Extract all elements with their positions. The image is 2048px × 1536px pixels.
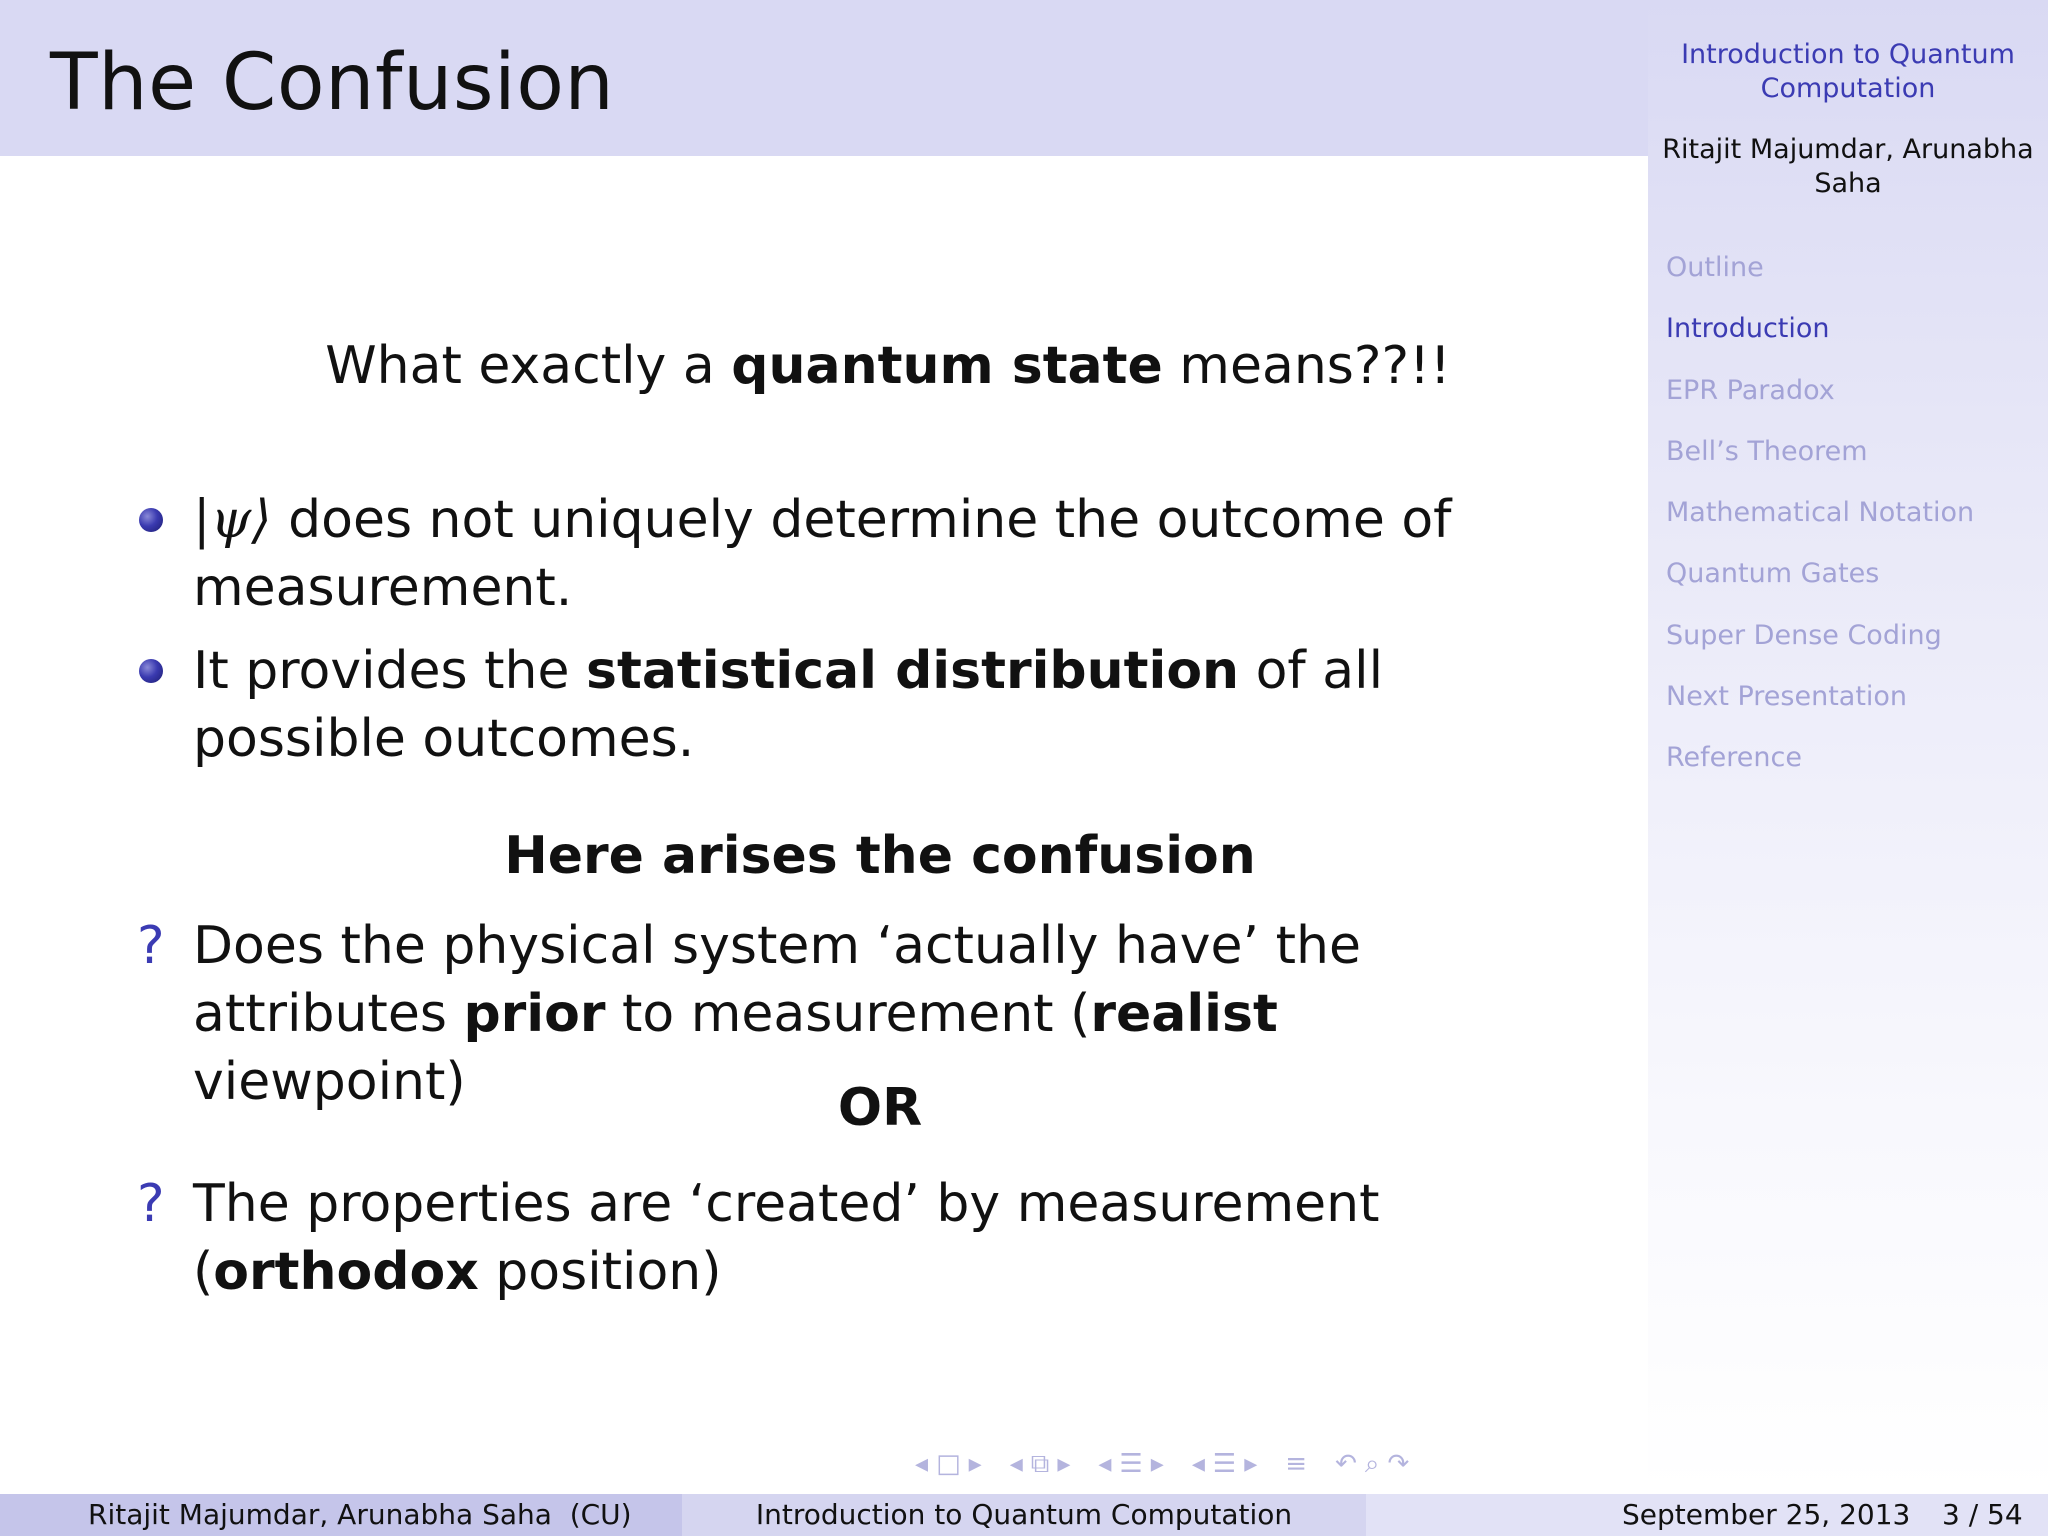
nav-subsection-icon[interactable]: ☰ <box>1119 1449 1143 1479</box>
question-item-text: The properties are ‘created’ by measurement ( <box>193 1174 1380 1302</box>
nav-section-icon[interactable]: ☰ <box>1212 1449 1237 1479</box>
nav-frame-icon[interactable]: ⧉ <box>1030 1448 1050 1479</box>
question-item-text: to measurement ( <box>605 984 1091 1044</box>
bullet-item <box>193 637 1493 773</box>
nav-toc-icon[interactable]: ≡ <box>1285 1449 1308 1479</box>
question-item-text: Does the physical system ‘actually have’ the attributes <box>193 916 1361 1044</box>
slide-title: The Confusion <box>50 38 615 128</box>
question-text-end: means??!! <box>1162 336 1451 396</box>
nav-prev-slide-icon[interactable]: ◂ <box>915 1449 929 1479</box>
nav-prev-subsection-icon[interactable]: ◂ <box>1098 1449 1112 1479</box>
bullet-bold: statistical distribution <box>586 641 1240 701</box>
footer-authors: Ritajit Majumdar, Arunabha Saha (CU) <box>88 1498 632 1531</box>
question-text: What exactly a <box>325 336 732 396</box>
sidebar-item-outline[interactable]: Outline <box>1666 252 1764 283</box>
or-heading: OR <box>837 1078 923 1138</box>
question-item-text: viewpoint) <box>193 1052 466 1112</box>
question-item <box>137 1170 1543 1306</box>
sidebar-item-super-dense-coding[interactable]: Super Dense Coding <box>1666 619 1942 651</box>
question-item-bold: prior <box>463 984 606 1044</box>
nav-next-frame-icon[interactable]: ▸ <box>1057 1449 1071 1479</box>
sidebar-item-introduction[interactable]: Introduction <box>1666 313 1830 345</box>
sidebar-item-mathematical-notation[interactable]: Mathematical Notation <box>1666 497 1975 529</box>
bullet-ball-icon <box>139 659 163 683</box>
footer-date-box <box>1366 1494 2048 1536</box>
beamer-navigation-bar <box>915 1446 1437 1482</box>
sidebar-item-quantum-gates[interactable]: Quantum Gates <box>1666 558 1880 590</box>
footer-title-box <box>682 1494 1366 1536</box>
confusion-heading: Here arises the confusion <box>504 826 1256 886</box>
sidebar-item-bells-theorem[interactable]: Bell’s Theorem <box>1666 435 1868 467</box>
sidebar-item-epr-paradox[interactable]: EPR Paradox <box>1666 374 1835 406</box>
sidebar-item-next-presentation[interactable]: Next Presentation <box>1666 681 1908 713</box>
question-item-bold: realist <box>1090 984 1278 1044</box>
nav-prev-frame-icon[interactable]: ◂ <box>1009 1449 1023 1479</box>
nav-back-icon[interactable]: ↶ <box>1335 1449 1357 1479</box>
sidebar-item-reference[interactable]: Reference <box>1666 742 1802 774</box>
question-item-text: position) <box>478 1242 722 1302</box>
footer-title: Introduction to Quantum Computation <box>755 1498 1293 1531</box>
question-bold: quantum state <box>731 336 1163 396</box>
nav-next-slide-icon[interactable]: ▸ <box>968 1449 982 1479</box>
footer-authors-box <box>0 1494 682 1536</box>
nav-next-subsection-icon[interactable]: ▸ <box>1150 1449 1164 1479</box>
nav-next-section-icon[interactable]: ▸ <box>1244 1449 1258 1479</box>
nav-search-icon[interactable]: ⌕ <box>1364 1448 1380 1479</box>
footer-page-number: 3 / 54 <box>1942 1498 2023 1531</box>
nav-slide-icon[interactable]: □ <box>936 1449 961 1479</box>
footer-date: September 25, 2013 <box>1622 1498 1911 1531</box>
bullet-item <box>193 486 1493 622</box>
sidebar <box>1648 0 2048 1494</box>
sidebar-presentation-title[interactable]: Introduction to Quantum Computation <box>1681 39 2015 104</box>
psi-ket: |ψ⟩ <box>193 490 272 550</box>
slide-footer <box>0 1494 2048 1536</box>
nav-forward-icon[interactable]: ↷ <box>1387 1449 1410 1479</box>
question-mark-icon: ? <box>137 916 165 976</box>
bullet-ball-icon <box>139 508 163 532</box>
question-item-bold: orthodox <box>213 1242 479 1302</box>
sidebar-nav <box>1666 248 1974 800</box>
bullet-text: does not uniquely determine the outcome of measurement. <box>193 490 1452 618</box>
bullet-text: It provides the <box>193 641 587 701</box>
slide-header <box>0 0 1648 156</box>
question-mark-icon: ? <box>137 1174 165 1234</box>
main-question <box>0 336 1776 396</box>
nav-prev-section-icon[interactable]: ◂ <box>1191 1449 1205 1479</box>
bullet-text-end: of all possible outcomes. <box>193 641 1384 769</box>
sidebar-authors: Ritajit Majumdar, Arunabha Saha <box>1662 134 2034 199</box>
